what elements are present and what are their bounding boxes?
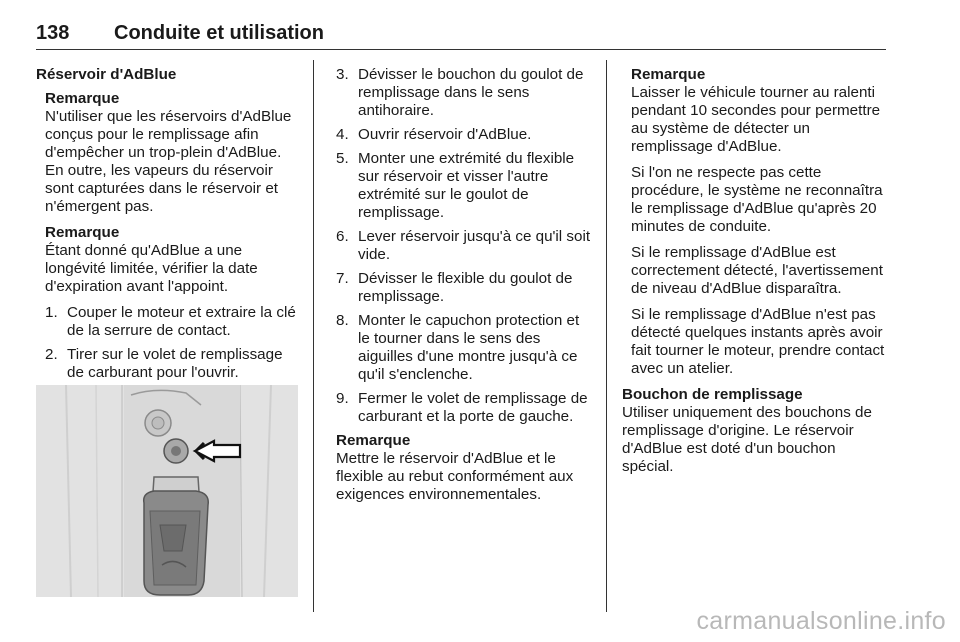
column-3 bbox=[622, 66, 888, 484]
section-text: Utiliser uniquement des bouchons de remplissage d'origine. Le réservoir d'AdBlue est doté d'un bouchon spécial. bbox=[622, 404, 872, 475]
step-item bbox=[336, 228, 591, 264]
step-number: 2. bbox=[45, 346, 58, 363]
note-heading: Remarque bbox=[631, 66, 706, 83]
step-text: Lever réservoir jusqu'à ce qu'il soit vide. bbox=[358, 228, 591, 263]
column-1 bbox=[36, 66, 300, 388]
step-number: 8. bbox=[336, 312, 349, 329]
step-text: Dévisser le bouchon du goulot de remplissage dans le sens antihoraire. bbox=[358, 66, 584, 119]
step-item bbox=[45, 304, 300, 340]
step-number: 5. bbox=[336, 150, 349, 167]
note-heading: Remarque bbox=[45, 224, 120, 241]
section-title-filler-cap: Bouchon de remplissage bbox=[622, 386, 803, 403]
note-block bbox=[622, 66, 888, 378]
step-number: 7. bbox=[336, 270, 349, 287]
step-number: 6. bbox=[336, 228, 349, 245]
note-text: N'utiliser que les réservoirs d'AdBlue conçus pour le remplissage afin d'empêcher un trop-plein d'AdBlue. En outre, les vapeurs du réservoir sont capturées dans le réservoir et n'émergent pas. bbox=[45, 108, 292, 215]
note-paragraph: Laisser le véhicule tourner au ralenti pendant 10 secondes pour permettre au système de détecter un remplissage d'AdBlue. bbox=[631, 84, 881, 155]
step-number: 9. bbox=[336, 390, 349, 407]
column-2 bbox=[336, 66, 591, 512]
step-item bbox=[336, 312, 591, 384]
step-item bbox=[336, 126, 591, 144]
note-text: Mettre le réservoir d'AdBlue et le flexible au rebut conformément aux exigences environnementales. bbox=[336, 450, 574, 503]
step-item bbox=[45, 346, 300, 382]
step-text: Ouvrir réservoir d'AdBlue. bbox=[358, 126, 532, 143]
note-heading: Remarque bbox=[336, 432, 411, 449]
step-text: Tirer sur le volet de remplissage de carburant pour l'ouvrir. bbox=[67, 346, 283, 381]
notes-block bbox=[36, 90, 300, 382]
steps-list bbox=[336, 66, 591, 426]
step-text: Fermer le volet de remplissage de carburant et la porte de gauche. bbox=[358, 390, 588, 425]
step-item bbox=[336, 270, 591, 306]
column-divider-2 bbox=[606, 60, 607, 612]
note-text: Étant donné qu'AdBlue a une longévité limitée, vérifier la date d'expiration avant l'appoint. bbox=[45, 242, 258, 295]
column-divider-1 bbox=[313, 60, 314, 612]
note-paragraph: Si l'on ne respecte pas cette procédure, le système ne reconnaîtra le remplissage d'AdBlue qu'après 20 minutes de conduite. bbox=[631, 164, 883, 235]
step-text: Couper le moteur et extraire la clé de la serrure de contact. bbox=[67, 304, 296, 339]
step-text: Dévisser le flexible du goulot de remplissage. bbox=[358, 270, 573, 305]
step-item bbox=[336, 390, 591, 426]
page-header bbox=[36, 22, 886, 50]
step-item bbox=[336, 66, 591, 120]
section-title-adblue-tank: Réservoir d'AdBlue bbox=[36, 66, 177, 83]
step-number: 1. bbox=[45, 304, 58, 321]
watermark: carmanualsonline.info bbox=[696, 607, 946, 635]
fuel-flap-illustration bbox=[36, 385, 298, 597]
step-item bbox=[336, 150, 591, 222]
page-number: 138 bbox=[36, 22, 70, 44]
step-text: Monter une extrémité du flexible sur réservoir et visser l'autre extrémité sur le goulot de remplissage. bbox=[358, 150, 575, 221]
note-paragraph: Si le remplissage d'AdBlue est correctement détecté, l'avertissement de niveau d'AdBlue disparaîtra. bbox=[631, 244, 883, 297]
header-divider bbox=[36, 49, 886, 50]
note-heading: Remarque bbox=[45, 90, 120, 107]
steps-list bbox=[45, 304, 300, 382]
note-paragraph: Si le remplissage d'AdBlue n'est pas détecté quelques instants après avoir fait tourner le moteur, prendre contact avec un atelier. bbox=[631, 306, 885, 377]
fuel-flap-drawing bbox=[36, 385, 298, 597]
step-number: 4. bbox=[336, 126, 349, 143]
chapter-title: Conduite et utilisation bbox=[114, 22, 324, 44]
step-number: 3. bbox=[336, 66, 349, 83]
step-text: Monter le capuchon protection et le tourner dans le sens des aiguilles d'une montre jusqu'à ce qu'il s'enclenche. bbox=[358, 312, 580, 383]
